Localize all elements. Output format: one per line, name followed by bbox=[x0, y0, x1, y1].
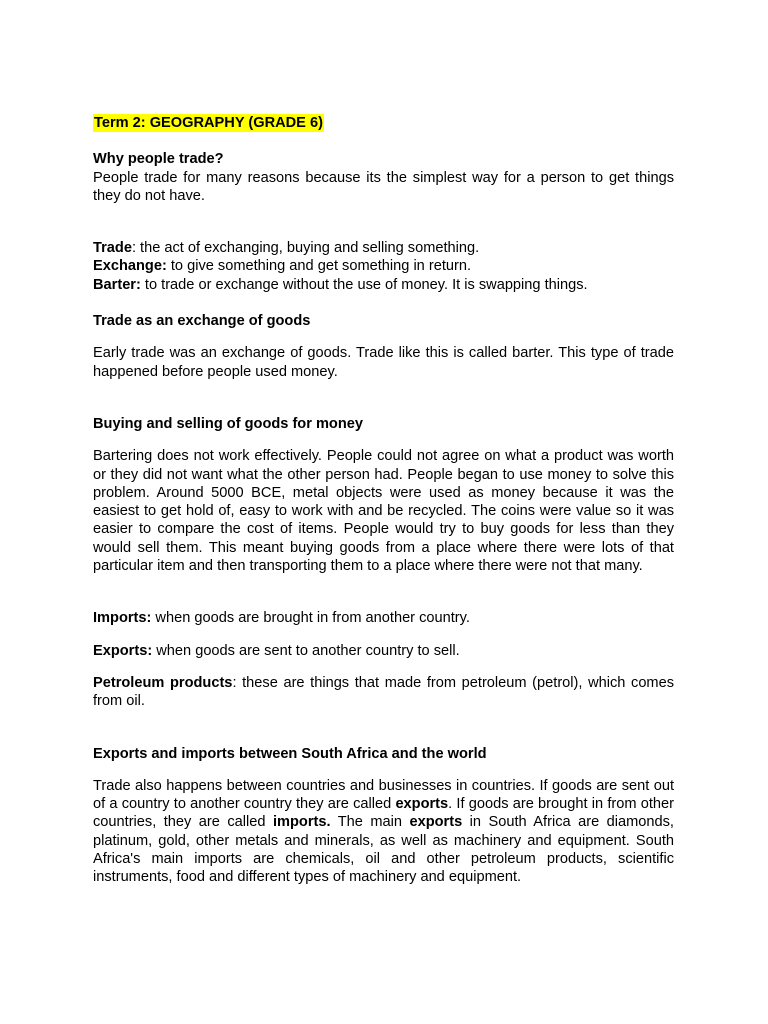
document-page bbox=[93, 114, 674, 887]
world-bold-imports: imports. bbox=[272, 814, 331, 831]
page-title: Term 2: GEOGRAPHY (GRADE 6) bbox=[94, 115, 323, 131]
petroleum-text: : these are things that made from petroleum (petrol), which comes from oil. bbox=[93, 674, 675, 710]
world-text-4: in South Africa are diamonds, platinum, gold, other metals and minerals, as well as machinery and equipment. South Africa's main imports are chemicals, oil and other petroleum products, scientific instruments, food and different types of machinery and equipment. bbox=[93, 814, 674, 886]
buying-body: Bartering does not work effectively. People could not agree on what a product was worth or they did not want what the other person had. People began to use money to solve this problem. Around 5000 BCE, metal objects were used as money because it was the easiest to get hold of, easy to work with and be recycled. The coins were value so it was easier to compare the cost of items. People would try to buy goods for less than they would sell them. This meant buying goods from a place where there were lots of that particular item and then transporting them to a place where there were not that many. bbox=[93, 448, 674, 575]
world-body bbox=[93, 777, 674, 887]
why-heading: Why people trade? bbox=[93, 151, 224, 168]
exports-definition bbox=[93, 642, 674, 660]
world-heading: Exports and imports between South Africa and the world bbox=[93, 745, 487, 762]
definition-sep: : bbox=[131, 240, 136, 257]
definition-trade bbox=[93, 239, 674, 257]
world-text-2: . If goods are brought in from other countries, they are called bbox=[93, 796, 674, 831]
definition-term: Trade bbox=[93, 240, 132, 257]
definitions-list bbox=[93, 239, 674, 294]
exports-term: Exports: bbox=[93, 642, 153, 659]
definition-text: the act of exchanging, buying and selling something. bbox=[136, 240, 480, 257]
world-text-1: Trade also happens between countries and businesses in countries. If goods are sent out of a country to another country they are called bbox=[93, 777, 674, 813]
definition-text: to trade or exchange without the use of money. It is swapping things. bbox=[140, 276, 588, 293]
buying-heading: Buying and selling of goods for money bbox=[93, 415, 363, 432]
title-line bbox=[93, 114, 674, 132]
why-body: People trade for many reasons because its the simplest way for a person to get things they do not have. bbox=[93, 169, 674, 204]
world-bold-main-exports: exports bbox=[409, 814, 463, 831]
exports-text: when goods are sent to another country to sell. bbox=[152, 642, 460, 659]
definition-term: Exchange: bbox=[93, 258, 167, 275]
definition-exchange bbox=[93, 257, 674, 275]
definition-text: to give something and get something in return. bbox=[166, 258, 472, 275]
exchange-body: Early trade was an exchange of goods. Trade like this is called barter. This type of trade happened before people used money. bbox=[93, 345, 674, 380]
definition-barter bbox=[93, 276, 674, 294]
petroleum-term: Petroleum products bbox=[93, 674, 233, 691]
definition-term: Barter: bbox=[93, 276, 141, 293]
exchange-heading: Trade as an exchange of goods bbox=[93, 313, 311, 330]
imports-text: when goods are brought in from another country. bbox=[151, 610, 470, 627]
world-bold-exports: exports bbox=[395, 796, 449, 813]
petroleum-definition bbox=[93, 674, 674, 711]
imports-term: Imports: bbox=[93, 610, 152, 627]
world-text-3: The main bbox=[330, 814, 410, 831]
imports-definition bbox=[93, 609, 674, 627]
